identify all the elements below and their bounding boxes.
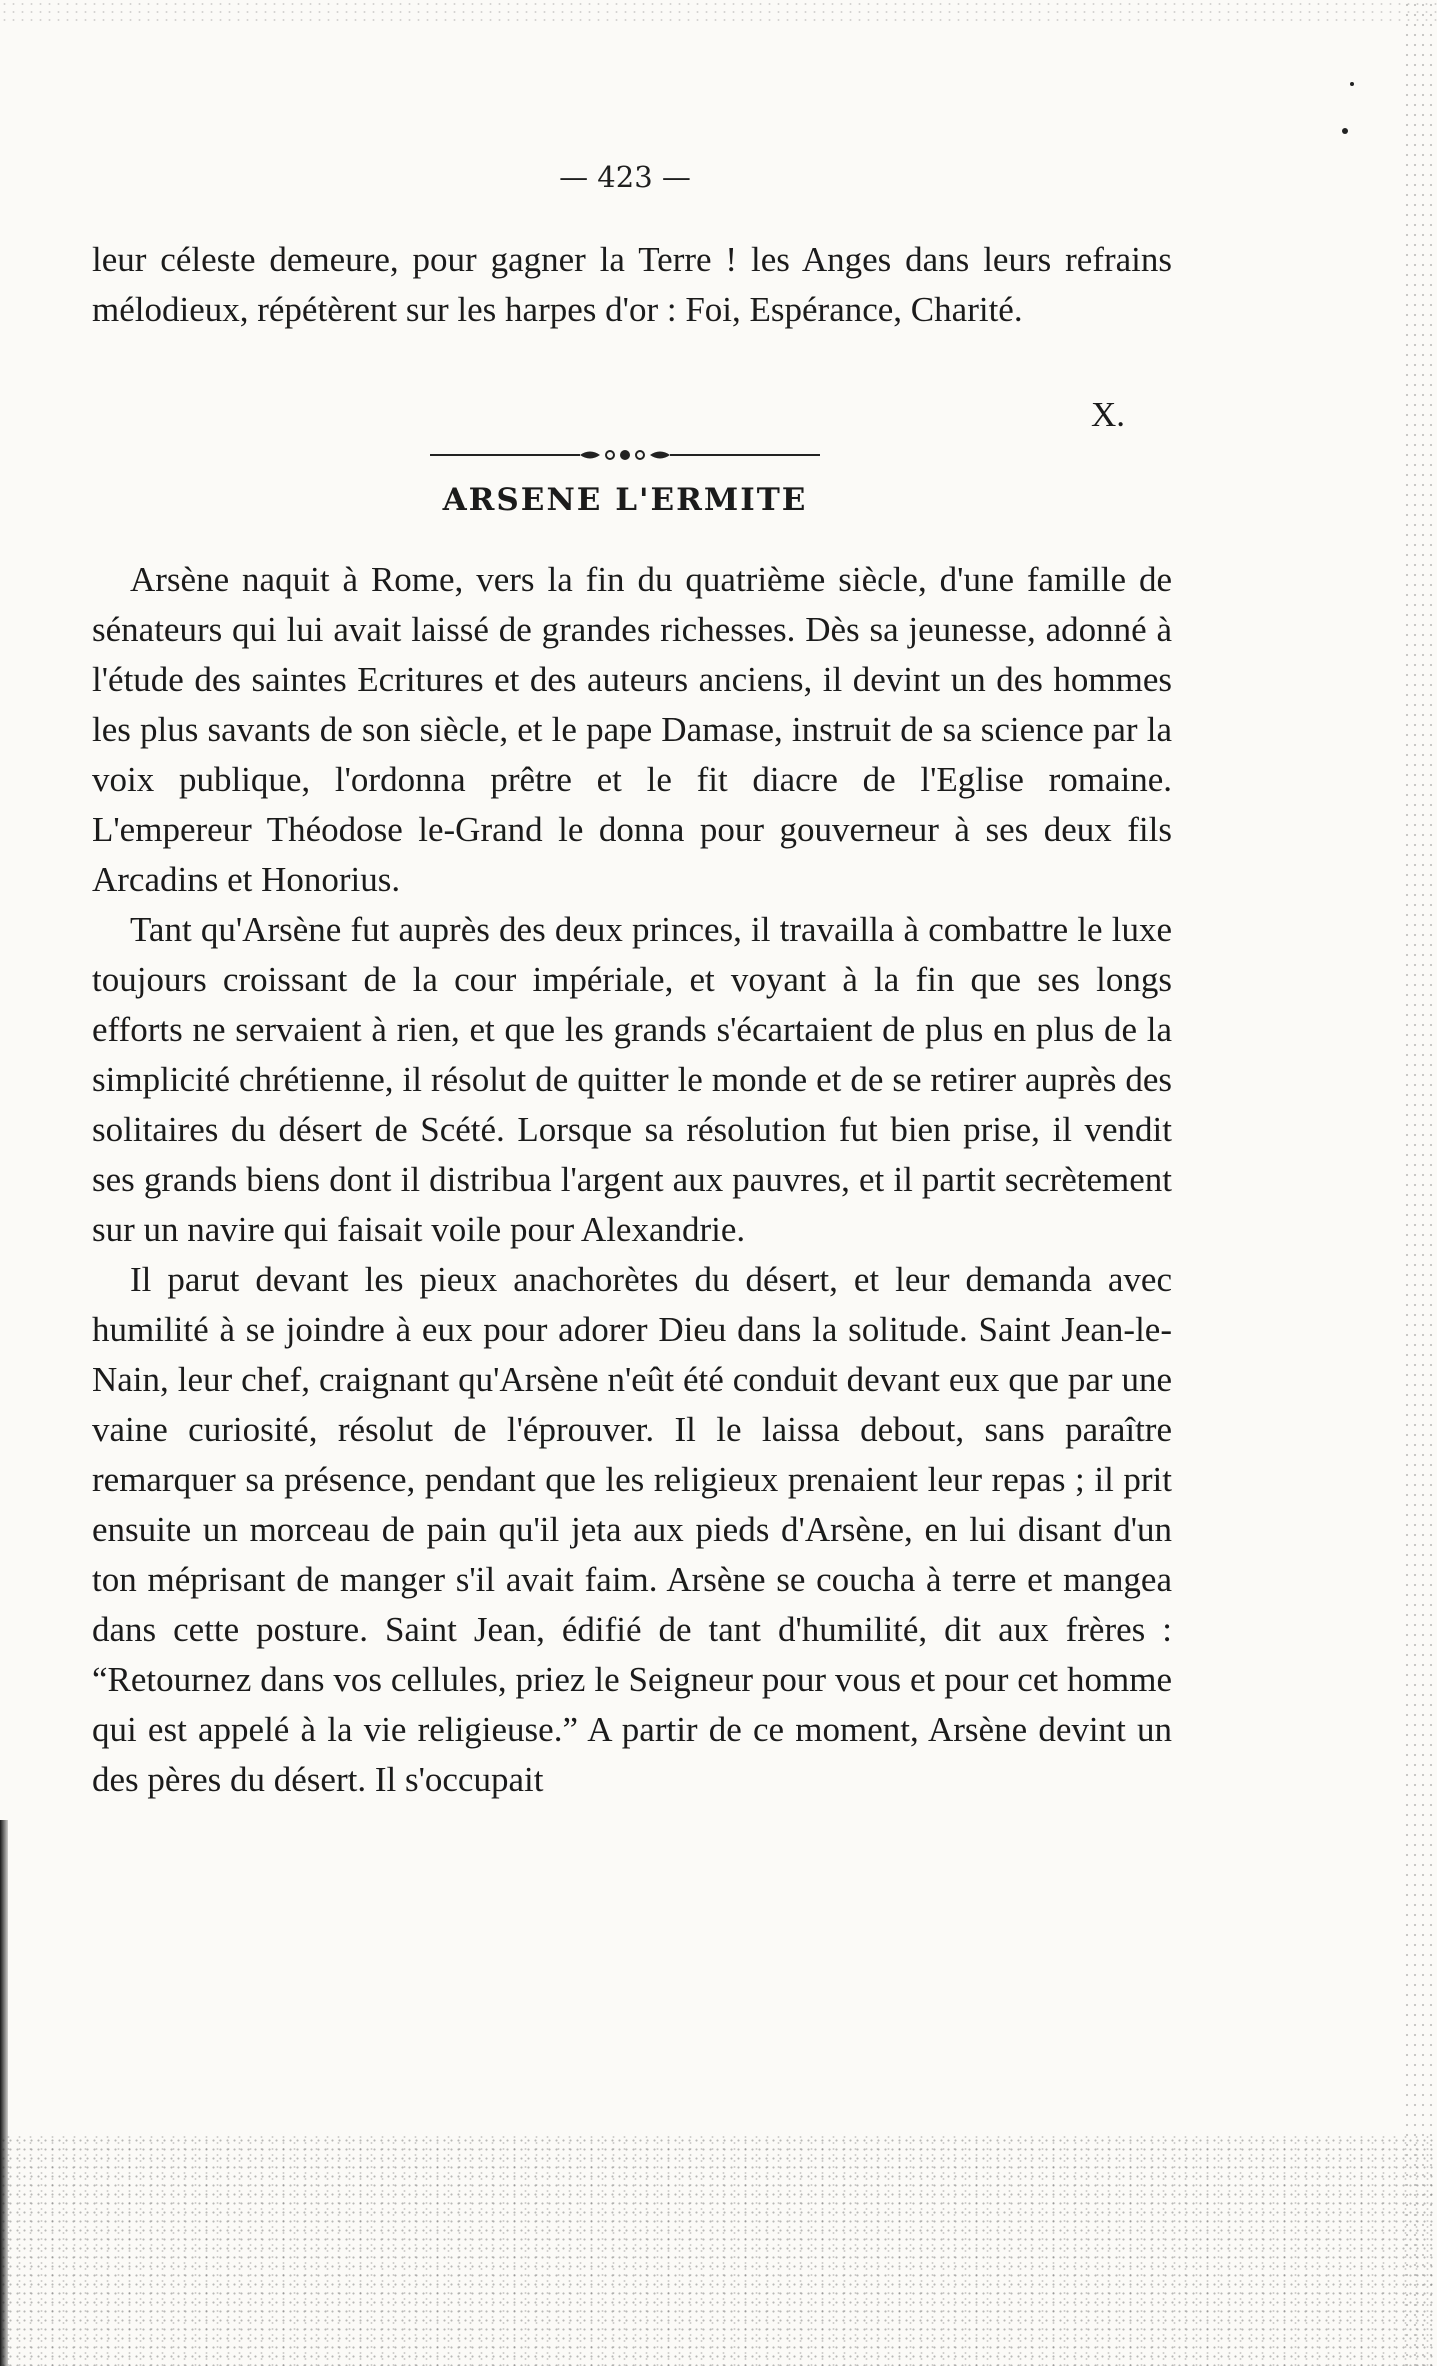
page-speckle-bottom [0,2136,1437,2366]
signature: X. [1090,395,1125,434]
chapter-heading: ARSENE L'ERMITE [442,482,808,518]
paragraph-3: Il parut devant les pieux anachorètes du désert, et leur demanda avec humilité à se joindre à eux pour adorer Dieu dans la solitude. Saint Jean-le-Nain, leur chef, craignant qu'Arsène n'eût été conduit devant eux que par une vaine curiosité, résolut de l'éprouver. Il le laissa debout, sans paraître remarquer sa présence, pendant que les religieux prenaient leur repas ; il prit ensuite un morceau de pain qu'il jeta aux pieds d'Arsène, en lui disant d'un ton méprisant de manger s'il avait faim. Arsène se coucha à terre et mangea dans cette posture. Saint Jean, édifié de tant d'humilité, dit aux frères : “Retournez dans vos cellules, priez le Seigneur pour vous et pour cet homme qui est appelé à la vie religieuse.” A partir de ce moment, Arsène devint un des pères du désert. Il s'occupait [92,1260,1172,1799]
intro-text [92,235,1172,335]
page-number: — 423 — [559,160,691,194]
ornament-divider [430,440,820,470]
intro-paragraph: leur céleste demeure, pour gagner la Terre ! les Anges dans leurs refrains mélodieux, répétèrent sur les harpes d'or : Foi, Espérance, Charité. [92,240,1172,329]
body-text [92,555,1172,1805]
page-speckle-top [0,0,1437,26]
page-shadow-edge [0,1820,8,2366]
paragraph-2: Tant qu'Arsène fut auprès des deux princes, il travailla à combattre le luxe toujours croissant de la cour impériale, et voyant à la fin que ses longs efforts ne servaient à rien, et que les grands s'écartaient de plus en plus de la simplicité chrétienne, il résolut de quitter le monde et de se retirer auprès des solitaires du désert de Scété. Lorsque sa résolution fut bien prise, il vendit ses grands biens dont il distribua l'argent aux pauvres, et il partit secrètement sur un navire qui faisait voile pour Alexandrie. [92,910,1172,1249]
ink-dot [1350,82,1354,86]
paragraph-1: Arsène naquit à Rome, vers la fin du quatrième siècle, d'une famille de sénateurs qui lui avait laissé de grandes richesses. Dès sa jeunesse, adonné à l'étude des saintes Ecritures et des auteurs anciens, il devint un des hommes les plus savants de son siècle, et le pape Damase, instruit de sa science par la voix publique, l'ordonna prêtre et le fit diacre de l'Eglise romaine. L'empereur Théodose le-Grand le donna pour gouverneur à ses deux fils Arcadins et Honorius. [92,560,1172,899]
ink-dot [1342,128,1348,134]
page-speckle-right [1403,0,1437,2366]
